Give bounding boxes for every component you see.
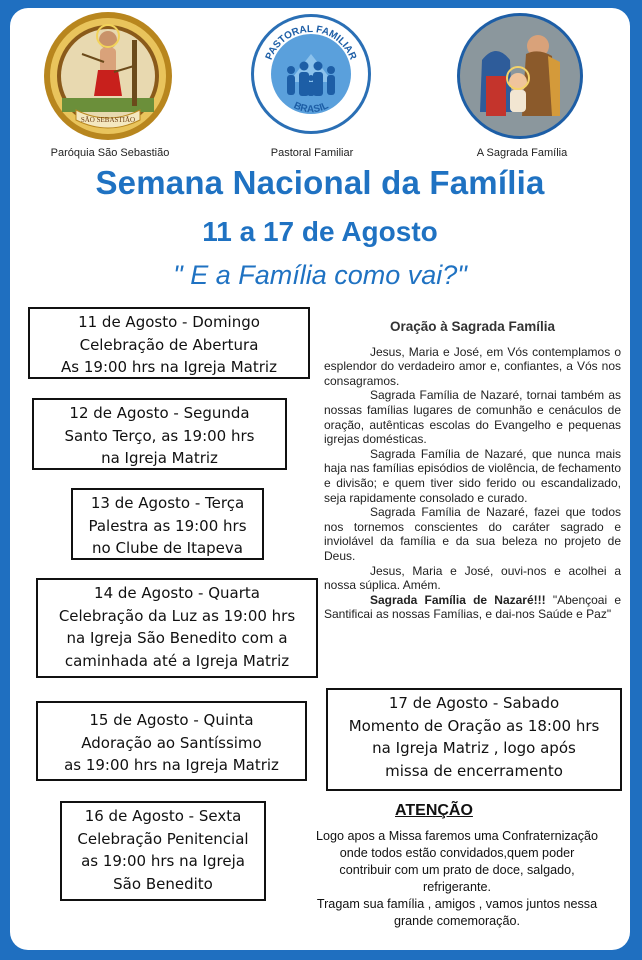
event-line: Adoração ao Santíssimo [81, 733, 262, 752]
event-line: São Benedito [113, 874, 213, 893]
event-line: Celebração da Luz as 19:00 hrs [58, 606, 296, 625]
prayer-paragraph: Jesus, Maria e José, ouvi-nos e acolhei a nossa súplica. Amém. [324, 563, 621, 593]
logo-caption-holy-family: A Sagrada Família [476, 147, 568, 159]
page-title: Semana Nacional da Família [95, 164, 545, 201]
attention-line: grande comemoração. [393, 914, 520, 928]
motto: " E a Família como vai?" [173, 260, 467, 290]
svg-text:PASTORAL FAMILIAR: PASTORAL FAMILIAR [263, 23, 359, 62]
attention-line: refrigerante. [423, 880, 491, 894]
attention-line: onde todos estão convidados,quem poder [339, 846, 575, 860]
event-box-aug-15 [36, 701, 307, 781]
sao-sebastiao-seal-icon [42, 10, 174, 142]
prayer-paragraph: Sagrada Família de Nazaré, fazei que todos nos tornemos conscientes do caráter sagrado e inviolável da família e da sua beleza no projeto de Deus. [324, 505, 621, 563]
prayer-closing-text: "Abençoai e Santificai as nossas Famílias, e dai-nos Saúde e Paz" [324, 592, 621, 622]
logo-caption-pastoral: Pastoral Familiar [270, 147, 354, 159]
event-line: 13 de Agosto - Terça [90, 494, 245, 512]
prayer-section [324, 320, 621, 622]
prayer-title: Oração à Sagrada Família [389, 319, 556, 334]
attention-line: Tragam sua família , amigos , vamos juntos nessa [316, 897, 598, 911]
pastoral-familiar-logo-icon [249, 12, 373, 136]
svg-text:SÃO SEBASTIÃO: SÃO SEBASTIÃO [80, 116, 136, 124]
event-box-aug-12 [32, 398, 287, 470]
event-line: As 19:00 hrs na Igreja Matriz [61, 358, 277, 376]
event-line: as 19:00 hrs na Igreja Matriz [64, 756, 279, 774]
flyer [10, 8, 630, 950]
event-box-aug-17 [326, 688, 622, 791]
holy-family-medallion-icon [456, 12, 584, 140]
attention-line: Logo apos a Missa faremos uma Confraternização [315, 829, 599, 843]
event-line: 11 de Agosto - Domingo [78, 313, 260, 331]
event-line: na Igreja São Benedito com a [66, 629, 288, 647]
event-line: Santo Terço, as 19:00 hrs [64, 426, 255, 445]
event-line: caminhada até a Igreja Matriz [64, 651, 290, 670]
event-dates: 11 a 17 de Agosto [202, 216, 438, 247]
logo-caption-parish: Paróquia São Sebastião [50, 147, 170, 159]
event-box-aug-11 [28, 307, 310, 379]
event-line: 14 de Agosto - Quarta [94, 584, 260, 602]
event-line: Palestra as 19:00 hrs [88, 516, 247, 535]
event-line: Celebração Penitencial [77, 829, 249, 848]
event-box-aug-13 [71, 488, 264, 560]
attention-body [292, 828, 622, 930]
event-box-aug-14 [36, 578, 318, 678]
event-line: missa de encerramento [385, 761, 563, 780]
event-line: as 19:00 hrs na Igreja [81, 852, 245, 870]
event-line: no Clube de Itapeva [92, 539, 243, 557]
attention-title: ATENÇÃO [395, 802, 473, 819]
prayer-paragraph: Jesus, Maria e José, em Vós contemplamos o esplendor do verdadeiro amor e, confiantes, a Vós nos consagramos. [324, 344, 621, 388]
event-line: 12 de Agosto - Segunda [69, 404, 250, 422]
prayer-paragraph: Sagrada Família de Nazaré, tornai também as nossas famílias lugares de comunhão e cenáculos de oração, autênticas escolas do Evangelho e pequenas igrejas domésticas. [324, 388, 621, 447]
event-line: 17 de Agosto - Sabado [388, 694, 560, 712]
event-line: na Igreja Matriz [101, 449, 218, 467]
event-line: 15 de Agosto - Quinta [89, 711, 254, 729]
event-box-aug-16 [60, 801, 266, 901]
event-line: Momento de Oração as 18:00 hrs [348, 716, 600, 735]
prayer-closing-bold: Sagrada Família de Nazaré!!! [370, 592, 546, 607]
prayer-closing [324, 593, 621, 622]
svg-text:BRASIL: BRASIL [291, 100, 331, 116]
event-line: na Igreja Matriz , logo após [372, 739, 576, 757]
prayer-paragraph: Sagrada Família de Nazaré, que nunca mais haja nas famílias episódios de violência, de fechamento e divisão; e quem tiver sido ferido ou escandalizado, seja rapidamente consolado e curado. [324, 446, 621, 505]
attention-line: contribuir com um prato de doce, salgado, [339, 863, 575, 877]
event-line: Celebração de Abertura [79, 335, 259, 354]
event-line: 16 de Agosto - Sexta [84, 807, 242, 825]
